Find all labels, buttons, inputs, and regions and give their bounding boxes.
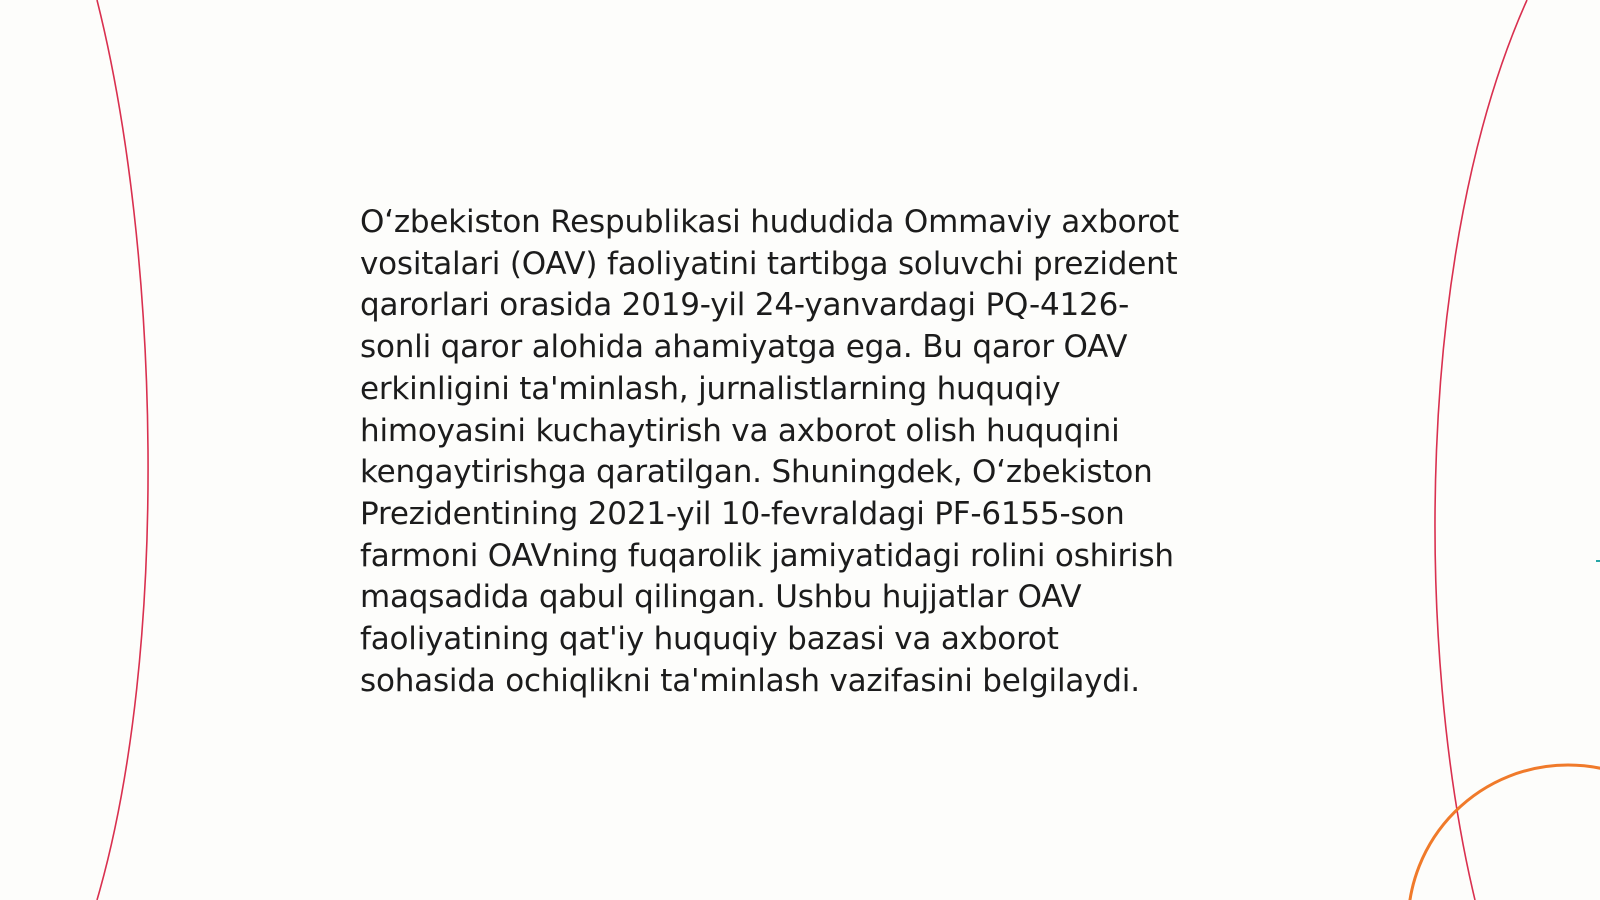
slide-body-text: O‘zbekiston Respublikasi hududida Ommaviy axborot vositalari (OAV) faoliyatini tartibga soluvchi prezident qarorlari orasida 2019-yil 24-yanvardagi PQ-4126- sonli qaror alohida ahamiyatga ega. Bu qaror OAV erkinligini ta'minlash, jurnalistlarning huquqiy himoyasini kuchaytirish va axborot olish huquqini kengaytirishga qaratilgan. Shuningdek, O‘zbekiston Prezidentining 2021-yil 10-fevraldagi PF-6155-son farmoni OAVning fuqarolik jamiyatidagi rolini oshirish maqsadida qabul qilingan. Ushbu hujjatlar OAV faoliyatining qat'iy huquqiy bazasi va axborot sohasida ochiqlikni ta'minlash vazifasini belgilaydi. [360,204,1179,699]
right-curve [1435,0,1527,900]
orange-circle [1408,765,1600,900]
left-curve [97,0,148,900]
